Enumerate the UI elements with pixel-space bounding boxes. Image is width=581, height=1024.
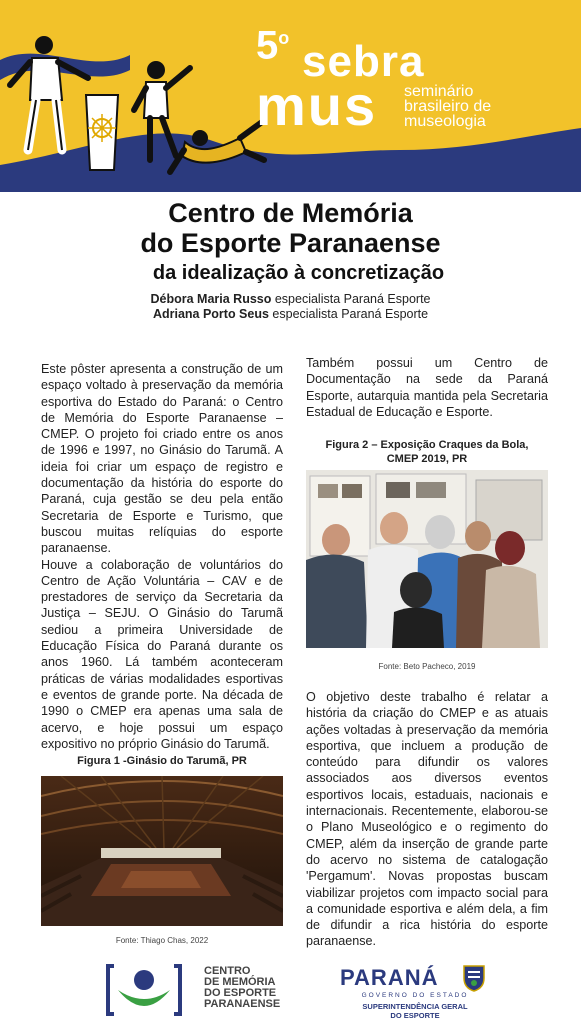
poster-title-line1: Centro de Memória bbox=[168, 198, 413, 228]
logo-mus: mus bbox=[256, 74, 378, 137]
parana-logo-name: PARANÁ bbox=[340, 965, 439, 990]
cmep-logo-text-1: CENTRO bbox=[204, 965, 251, 977]
cmep-logo-text-3: DO ESPORTE bbox=[204, 987, 277, 999]
dancing-figures-illustration bbox=[0, 30, 270, 180]
cmep-logo-text-4: PARANAENSE bbox=[204, 998, 281, 1010]
cmep-logo-mark-icon bbox=[104, 962, 184, 1018]
poster-subtitle: da idealização à concretização bbox=[152, 262, 445, 284]
parana-logo-gov: GOVERNO DO ESTADO bbox=[361, 992, 469, 999]
author-1: Débora Maria Russo especialista Paraná Esporte bbox=[150, 292, 431, 306]
parana-logo-dept: SUPERINTENDÊNCIA GERAL DO ESPORTE bbox=[362, 1002, 468, 1020]
left-paragraph-1: Este pôster apresenta a construção de um espaço voltado à preservação da memória esportiva do Estado do Paraná: o Centro de Memória do Esporte Paranaense – CMEP. O projeto foi criado entre os anos de 1996 e 1997, no Ginásio do Tarumã. A ideia foi criar um espaço de registro e documentação da história do esporte do Paraná, cuja gestão se deu pela então Secretaria de Esporte e Turismo, que buscou muitas relíquias do esporte paranaense. bbox=[41, 362, 283, 556]
right-paragraph-1: Também possui um Centro de Documentação na sede da Paraná Esporte, autarquia mantida pela Secretaria Estadual de Educação e Esporte. bbox=[306, 356, 548, 419]
logo-sebra: sebra bbox=[302, 37, 425, 86]
right-paragraph-2: O objetivo deste trabalho é relatar a história da criação do CMEP e as atuais ações voltadas à preservação da memória esportiva, que incluem a produção de conteúdo para difundir os valores associados aos diversos eventos esportivos locais, estaduais, nacionais e internacionais. Recentemente, elaborou-se o Plano Museológico e o regimento do CMEP, além da inserção de grande parte do acervo no sistema de catalogação 'Pergamum'. Novas propostas buscam viabilizar projetos com impacto social para a comunidade esportiva e além dela, a fim de difundir a rica história do esporte paranaense. bbox=[306, 690, 548, 949]
logo-subtitle: seminário brasileiro de museologia bbox=[404, 83, 492, 130]
parana-coat-of-arms-icon bbox=[460, 962, 488, 992]
cmep-logo-text-2: DE MEMÓRIA bbox=[204, 976, 276, 988]
author-2: Adriana Porto Seus especialista Paraná Esporte bbox=[152, 307, 429, 321]
edition-number: 5$^o$ bbox=[256, 23, 290, 68]
figure-2-image bbox=[306, 470, 548, 648]
cmep-logo bbox=[104, 962, 281, 1018]
figure-2-source: Fonte: Beto Pacheco, 2019 bbox=[378, 662, 476, 671]
figure-2-caption: Figura 2 – Exposição Craques da Bola, CMEP 2019, PR bbox=[325, 439, 529, 465]
header-banner bbox=[0, 0, 581, 192]
figure-1-source: Fonte: Thiago Chas, 2022 bbox=[115, 936, 209, 945]
left-column-text bbox=[41, 361, 283, 752]
left-paragraph-2: Houve a colaboração de voluntários do Centro de Ação Voluntária – CAV e de prestadores de serviço da Secretaria da Justiça – SEJU. O Ginásio do Tarumã sediou a primeira Universidade de Educação Física do Paraná durante os anos 1960. Lá também aconteceram práticas de várias modalidades esportivas e eventos de grande porte. Na década de 1990 o CMEP era apenas uma sala de acervo, e hoje possui um espaço expositivo no próprio Ginásio do Tarumã. bbox=[41, 557, 283, 751]
figure-1-caption: Figura 1 -Ginásio do Tarumã, PR bbox=[77, 755, 247, 767]
figure-1-image bbox=[41, 776, 283, 926]
parana-logo bbox=[340, 962, 492, 1020]
poster-title-line2: do Esporte Paranaense bbox=[140, 228, 441, 258]
